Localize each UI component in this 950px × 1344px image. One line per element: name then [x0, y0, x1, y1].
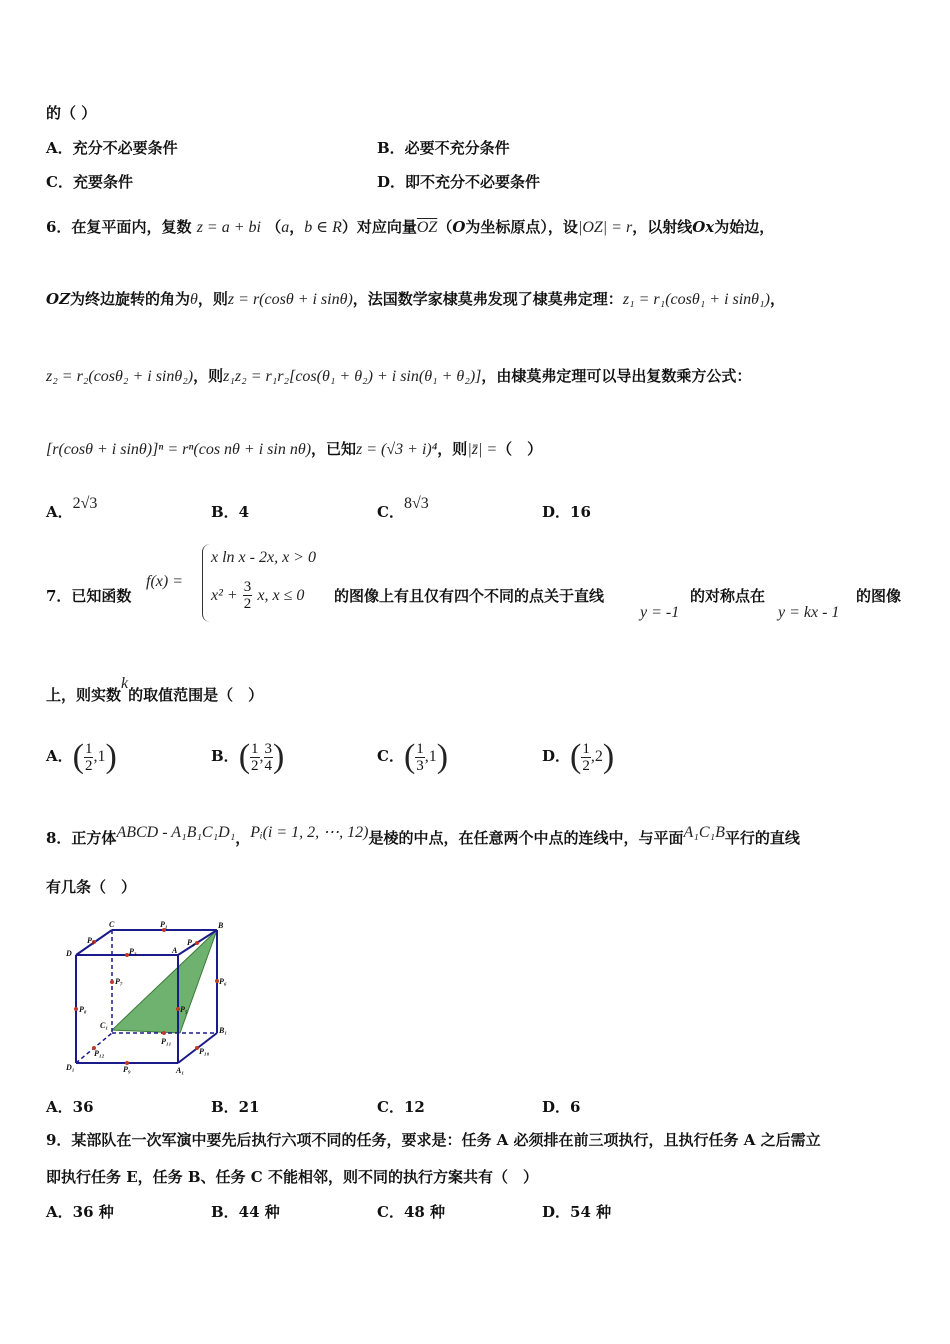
q8-line-1: 8．正方体ABCD - A₁B₁C₁D₁，Pᵢ(i = 1, 2, ⋯, 12)是棱的中点，在任意两个中点的连线中，与平面A₁C₁B平行的直线 — [46, 824, 800, 847]
q7-option-d: D．( $\frac{1}{2}$ ,2) — [542, 738, 615, 775]
label-p7: P₇ — [115, 977, 123, 986]
q8-option-d: D．6 — [542, 1098, 581, 1116]
q7-line-y1: y = -1 — [640, 604, 680, 621]
q8-option-a: A．36 — [46, 1098, 94, 1116]
q7-line-2: 上，则实数k的取值范围是（ ） — [46, 675, 264, 704]
label-p11: P₁₁ — [161, 1037, 172, 1046]
label-d: D — [66, 949, 72, 958]
q8-option-c: C．12 — [377, 1098, 425, 1116]
q5-option-a: A．充分不必要条件 — [46, 139, 178, 157]
q6-option-c: C．8√3 — [377, 495, 429, 521]
label-p5: P₅ — [180, 1005, 188, 1014]
label-c1: C₁ — [100, 1021, 109, 1030]
point-p7 — [110, 980, 114, 984]
q9-option-c: C．48 种 — [377, 1203, 446, 1221]
label-p9: P₉ — [123, 1065, 131, 1074]
q9-line-1: 9．某部队在一次军演中要先后执行六项不同的任务，要求是：任务 A 必须排在前三项执行，且执行任务 A 之后需立 — [46, 1131, 821, 1149]
label-p10: P₁₀ — [199, 1047, 210, 1056]
label-p12: P₁₂ — [94, 1049, 105, 1058]
q8-line-2: 有几条（ ） — [46, 878, 137, 896]
q5-option-d: D．即不充分不必要条件 — [377, 173, 541, 191]
label-b1: B₁ — [219, 1026, 228, 1035]
q5-option-c: C．充要条件 — [46, 173, 133, 191]
q6-option-b: B．4 — [211, 503, 250, 521]
label-p8: P₈ — [79, 1005, 87, 1014]
q7-line-1-a: 7．已知函数 — [46, 587, 132, 605]
q7-line-1-c: 的对称点在 — [690, 587, 766, 605]
q7-line-y2: y = kx - 1 — [778, 604, 840, 621]
q9-option-a: A．36 种 — [46, 1203, 114, 1221]
q7-case-1: x ln x - 2x, x > 0 — [211, 549, 316, 566]
q5-stem-tail: 的（ ） — [46, 104, 97, 122]
label-b: B — [218, 921, 224, 930]
point-p11 — [162, 1031, 166, 1035]
point-p4 — [195, 941, 199, 945]
q7-line-1-b: 的图像上有且仅有四个不同的点关于直线 — [334, 587, 605, 605]
q7-fx: f(x) = — [146, 573, 183, 590]
q7-option-b: B．( $\frac{1}{2}$ , $\frac{3}{4}$ ) — [211, 738, 285, 775]
label-p4: P₄ — [187, 938, 195, 947]
label-p6: P₆ — [219, 977, 227, 986]
q9-option-b: B．44 种 — [211, 1203, 280, 1221]
q6-line-1: 6．在复平面内，复数 z = a + bi （a，b ∈ R）对应向量$\overline{OZ}(O$为坐标原点），设|OZ| = r，以射线Ox为始边， — [46, 218, 775, 236]
q7-option-c: C．( $\frac{1}{3}$ ,1) — [377, 738, 449, 775]
label-a: A — [172, 946, 178, 955]
q7-case-2: x² + $\frac{3}{2}$ x, x ≤ 0 — [211, 579, 305, 612]
label-c: C — [109, 920, 115, 929]
q7-brace — [202, 544, 211, 622]
q7-line-1-d: 的图像 — [856, 587, 902, 605]
label-d1: D₁ — [66, 1063, 75, 1072]
point-p8 — [74, 1007, 78, 1011]
q6-option-d: D．16 — [542, 503, 591, 521]
label-p3: P₃ — [129, 947, 137, 956]
q9-line-2: 即执行任务 E，任务 B、任务 C 不能相邻，则不同的执行方案共有（ ） — [46, 1168, 538, 1186]
q9-option-d: D．54 种 — [542, 1203, 612, 1221]
label-p1-top: P₁ — [160, 920, 168, 929]
q6-line-4: [r(cosθ + i sinθ)]ⁿ = rⁿ(cos nθ + i sin nθ)，已知z = (√3 + i)⁴，则|z̄| =（ ） — [46, 440, 543, 458]
q6-line-2: OZ为终边旋转的角为θ，则z = r(cosθ + i sinθ)，法国数学家棣莫弗发现了棣莫弗定理：z₁ = r₁(cosθ₁ + i sinθ₁)， — [46, 290, 785, 308]
q6-line-3: z₂ = r₂(cosθ₂ + i sinθ₂)，则z₁z₂ = r₁r₂[cos(θ₁ + θ₂) + i sin(θ₁ + θ₂)]，由棣莫弗定理可以导出复数乘方公式： — [46, 367, 752, 385]
plane-a1c1b — [112, 930, 217, 1033]
q7-frac: $\frac{3}{2}$ — [243, 579, 252, 612]
q6-option-a: A．2√3 — [46, 495, 98, 521]
q7-option-a: A．( $\frac{1}{2}$ ,1) — [46, 738, 117, 775]
label-p2: P₂ — [87, 936, 95, 945]
cube-figure — [60, 918, 236, 1076]
q8-option-b: B．21 — [211, 1098, 260, 1116]
q5-option-b: B．必要不充分条件 — [377, 139, 510, 157]
label-a1: A₁ — [176, 1066, 185, 1075]
